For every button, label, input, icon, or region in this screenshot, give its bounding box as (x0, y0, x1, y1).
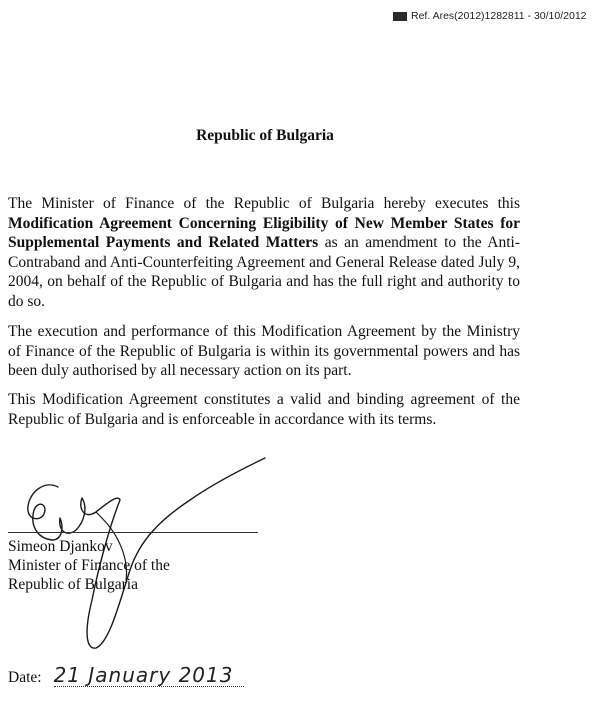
paragraph-authorisation: The execution and performance of this Modification Agreement by the Ministry of Finance of the Republic of Bulgaria is within its governmental powers and has been duly authorised by all necessary action on its part. (8, 323, 520, 379)
signatory-position: Minister of Finance of the (8, 557, 170, 574)
paragraph-intro: The Minister of Finance of the Republic of Bulgaria hereby executes this (8, 195, 520, 212)
document-title: Republic of Bulgaria (196, 127, 334, 144)
signatory-block (8, 537, 170, 594)
reference-text: Ref. Ares(2012)1282811 - 30/10/2012 (411, 10, 587, 22)
paragraph-validity: This Modification Agreement constitutes a valid and binding agreement of the Republic of Bulgaria and is enforceable in accordance with its terms. (8, 391, 520, 428)
signatory-name: Simeon Djankov (8, 538, 113, 555)
date-label: Date: (8, 669, 42, 686)
signature-line (8, 532, 258, 533)
agreement-name: Modification Agreement Concerning Eligibility of New Member States for Supplemental Payments and Related Matters (8, 214, 520, 251)
paragraph-rest: as an amendment to the Anti-Contraband and Anti-Counterfeiting Agreement and General Release dated July 9, 2004, on behalf of the Republic of Bulgaria and has the full right and authority to do so. (8, 234, 520, 310)
signatory-organization: Republic of Bulgaria (8, 576, 138, 593)
date-handwritten-value: 21 January 2013 (54, 665, 244, 687)
date-row (8, 665, 244, 687)
